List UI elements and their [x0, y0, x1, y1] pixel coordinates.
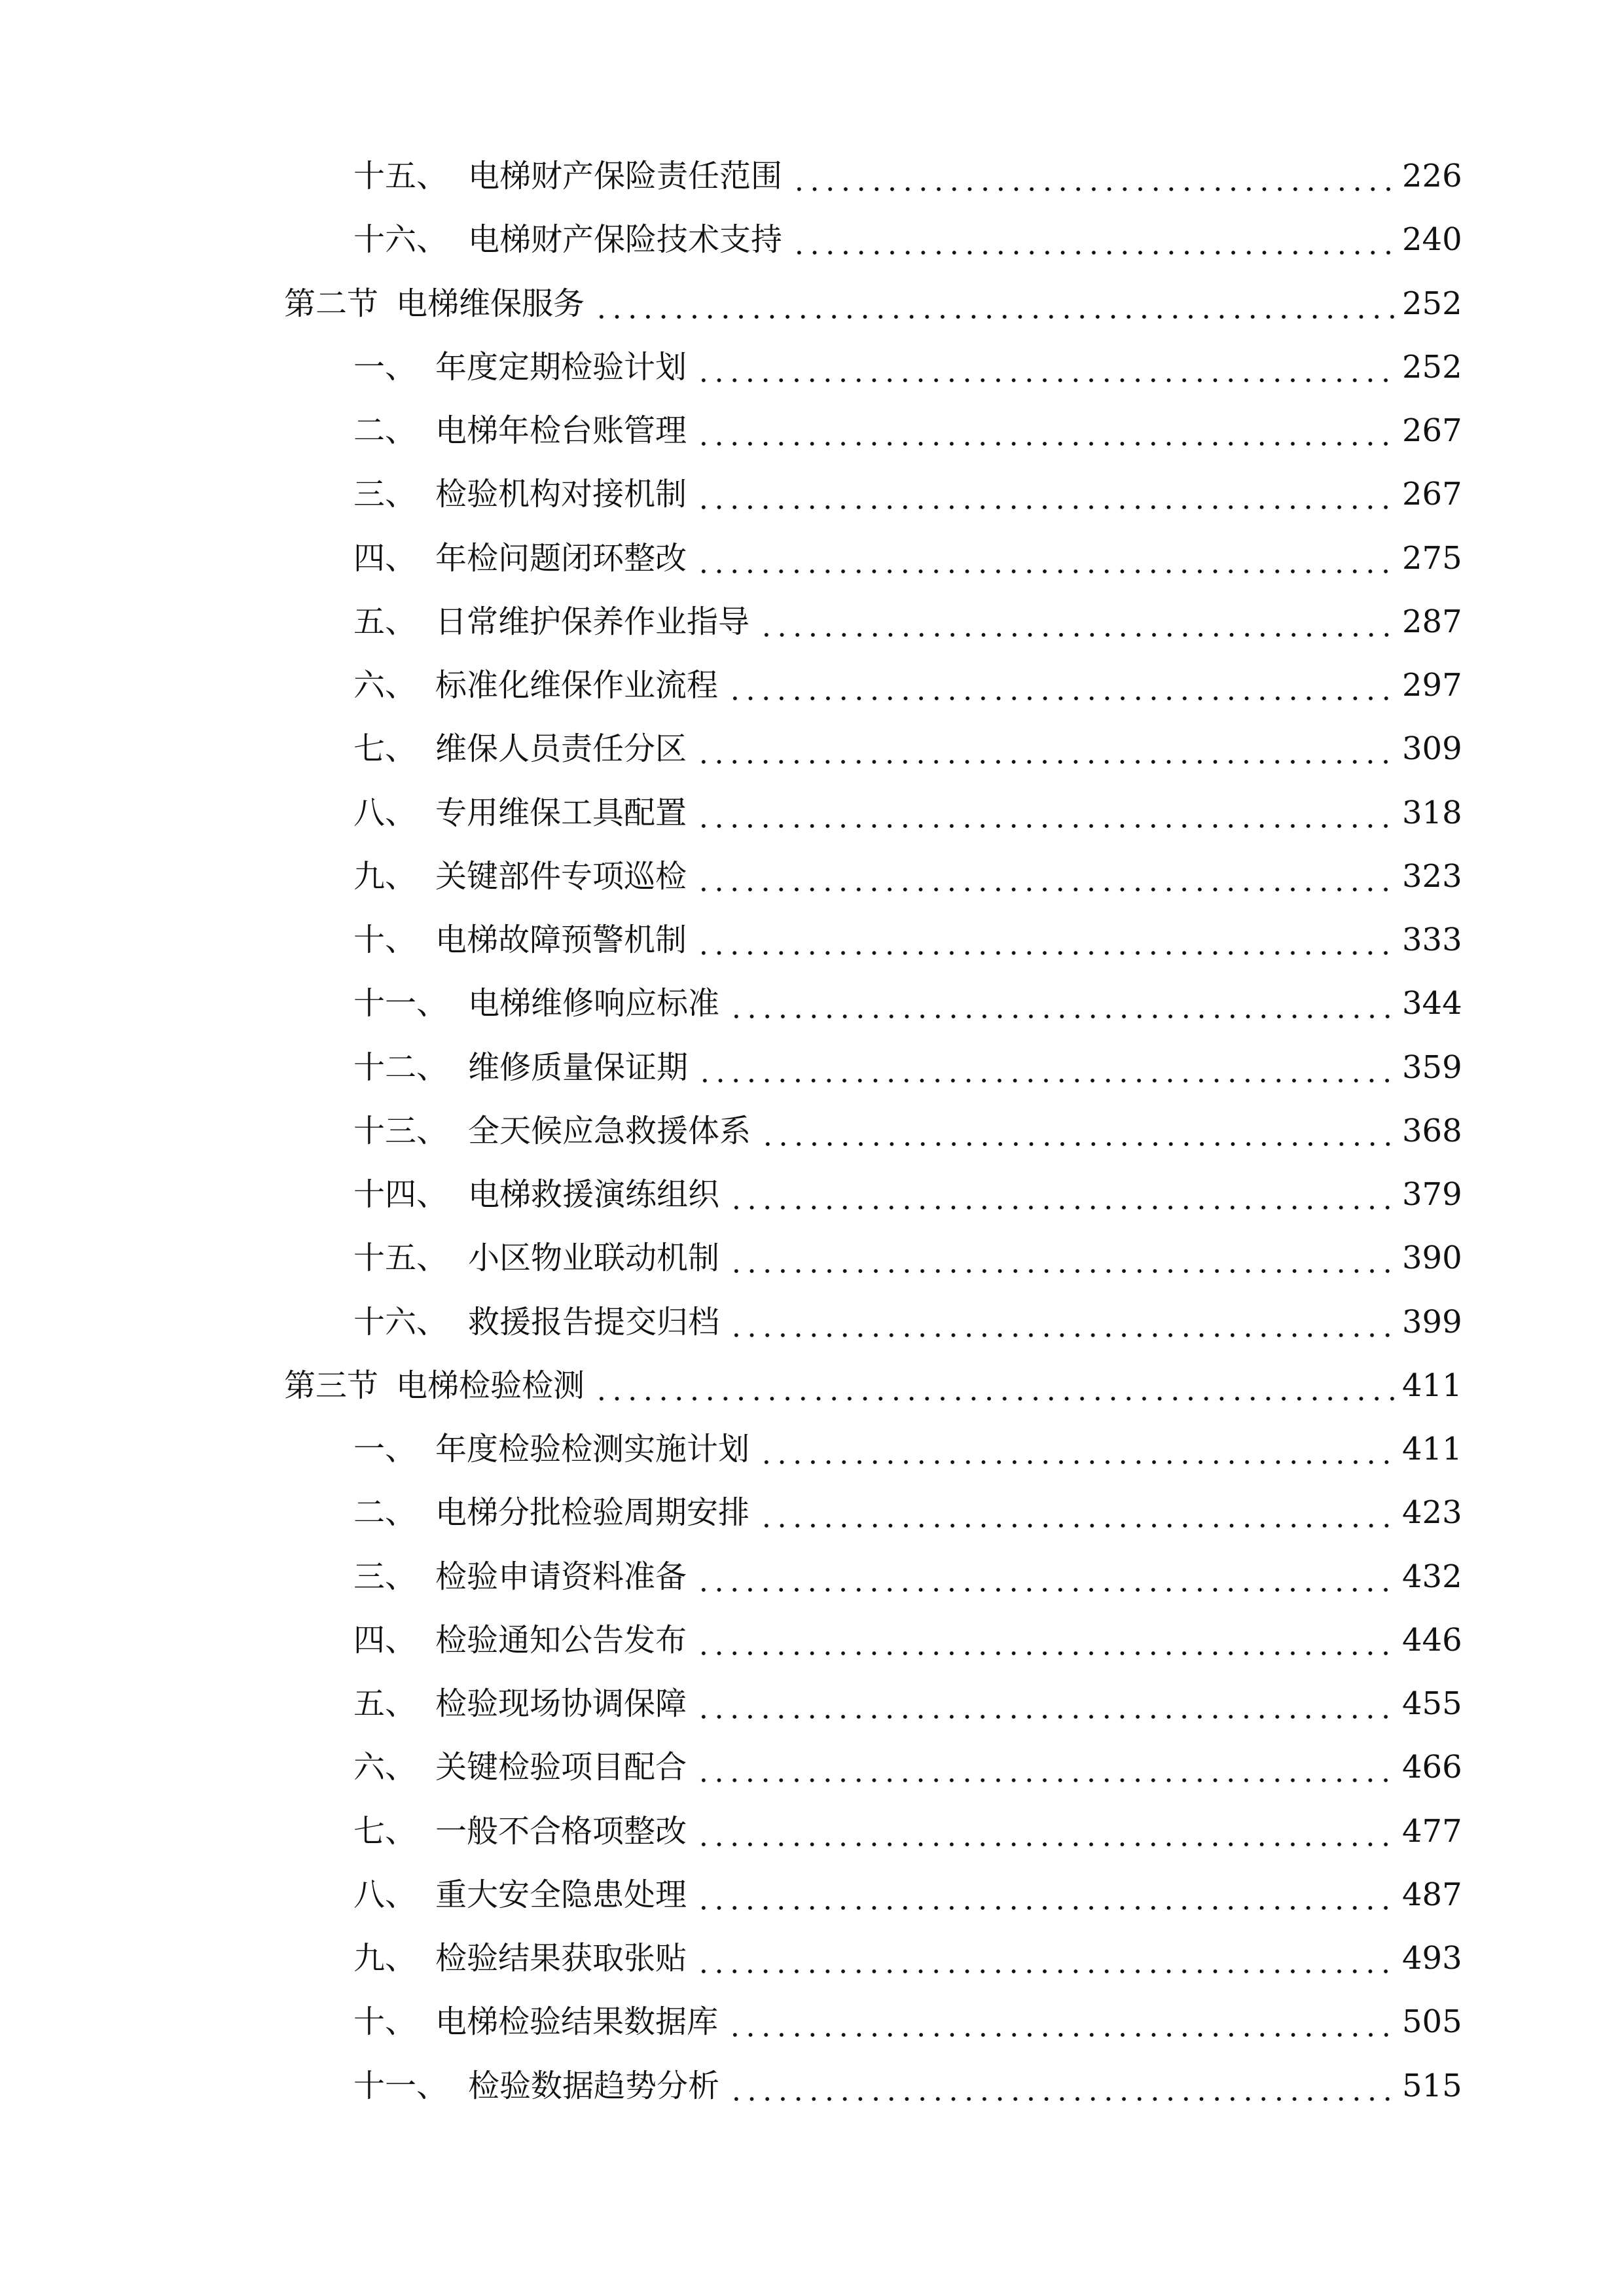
toc-entry-page: 455: [1402, 1685, 1462, 1722]
toc-entry-number: 七、: [353, 730, 417, 768]
toc-entry-number: 五、: [353, 1685, 417, 1722]
toc-entry-title: 电梯财产保险技术支持: [468, 221, 783, 259]
toc-entry-title: 检验数据趋势分析: [468, 2067, 720, 2104]
toc-entry-page: 297: [1402, 667, 1462, 704]
dot-leader: [729, 1206, 1398, 1210]
dot-leader: [791, 251, 1398, 255]
toc-entry[interactable]: [0, 590, 1624, 654]
toc-entry-title: 年度检验检测实施计划: [435, 1431, 750, 1467]
toc-entry-title: 检验申请资料准备: [435, 1558, 687, 1595]
toc-entry-number: 七、: [353, 1812, 417, 1850]
toc-entry[interactable]: [0, 272, 1624, 336]
toc-entry-page: 318: [1402, 794, 1462, 831]
toc-entry-title: 检验现场协调保障: [435, 1685, 687, 1722]
toc-entry[interactable]: [0, 1226, 1624, 1290]
dot-leader: [696, 1651, 1398, 1655]
toc-entry-title: 电梯财产保险责任范围: [468, 158, 783, 194]
toc-entry[interactable]: [0, 844, 1624, 908]
toc-entry-page: 252: [1402, 285, 1462, 322]
toc-entry[interactable]: [0, 717, 1624, 781]
toc-entry-page: 390: [1402, 1240, 1462, 1277]
toc-entry-number: 十一、: [353, 2067, 448, 2104]
toc-entry-page: 368: [1402, 1112, 1462, 1149]
toc-entry-page: 333: [1402, 922, 1462, 958]
toc-entry[interactable]: [0, 1035, 1624, 1100]
toc-entry-number: 十四、: [353, 1176, 448, 1213]
toc-entry-number: 六、: [353, 1749, 417, 1786]
toc-entry-title: 电梯分批检验周期安排: [435, 1494, 750, 1532]
toc-entry-title: 电梯救援演练组织: [468, 1176, 720, 1213]
toc-entry-number: 十三、: [353, 1112, 448, 1149]
toc-entry-page: 477: [1402, 1812, 1462, 1850]
toc-entry-title: 关键部件专项巡检: [435, 857, 687, 895]
dot-leader: [696, 1588, 1398, 1592]
toc-entry-page: 466: [1402, 1749, 1462, 1786]
dot-leader: [696, 442, 1398, 446]
toc-entry-title: 检验通知公告发布: [435, 1621, 687, 1659]
toc-entry-number: 八、: [353, 1876, 417, 1913]
toc-entry-number: 十五、: [353, 1240, 448, 1277]
toc-entry-number: 三、: [353, 476, 417, 513]
toc-entry[interactable]: [0, 2054, 1624, 2118]
toc-entry-title: 小区物业联动机制: [468, 1240, 720, 1277]
toc-entry-title: 电梯检验结果数据库: [435, 2003, 719, 2041]
toc-entry-title: 检验机构对接机制: [435, 476, 687, 513]
toc-entry-number: 八、: [353, 794, 417, 831]
toc-entry-page: 493: [1402, 1940, 1462, 1977]
toc-entry-number: 十六、: [353, 1303, 448, 1340]
toc-entry-title: 维修质量保证期: [468, 1049, 689, 1086]
toc-entry[interactable]: [0, 1799, 1624, 1863]
toc-entry[interactable]: [0, 781, 1624, 845]
dot-leader: [696, 951, 1398, 955]
toc-entry-page: 323: [1402, 857, 1462, 895]
toc-entry[interactable]: [0, 1099, 1624, 1163]
toc-entry[interactable]: [0, 144, 1624, 208]
toc-entry-page: 411: [1402, 1367, 1462, 1404]
toc-entry[interactable]: [0, 1735, 1624, 1799]
dot-leader: [727, 2033, 1398, 2037]
toc-entry-page: 515: [1402, 2067, 1462, 2104]
toc-entry-number: 十六、: [353, 221, 448, 259]
dot-leader: [759, 1524, 1398, 1528]
toc-entry-page: 411: [1402, 1431, 1462, 1467]
dot-leader: [759, 1460, 1398, 1464]
dot-leader: [696, 760, 1398, 764]
toc-entry-page: 399: [1402, 1303, 1462, 1340]
dot-leader: [696, 1715, 1398, 1719]
toc-entry[interactable]: [0, 1990, 1624, 2054]
toc-entry[interactable]: [0, 1926, 1624, 1990]
toc-entry-title: 年度定期检验计划: [435, 348, 687, 386]
toc-entry[interactable]: [0, 526, 1624, 590]
toc-entry-title: 重大安全隐患处理: [435, 1876, 687, 1913]
toc-entry-page: 309: [1402, 730, 1462, 768]
toc-entry[interactable]: [0, 1480, 1624, 1545]
toc-entry-title: 电梯维保服务: [396, 285, 585, 322]
dot-leader: [729, 2097, 1398, 2101]
toc-entry-page: 226: [1402, 158, 1462, 194]
toc-entry-title: 日常维护保养作业指导: [435, 603, 750, 640]
toc-entry-number: 十、: [353, 2003, 417, 2041]
toc-entry[interactable]: [0, 1672, 1624, 1736]
toc-entry-page: 505: [1402, 2003, 1462, 2041]
dot-leader: [696, 824, 1398, 828]
toc-entry[interactable]: [0, 1354, 1624, 1418]
toc-entry-title: 电梯年检台账管理: [435, 412, 687, 449]
toc-entry-number: 二、: [353, 412, 417, 449]
toc-entry-title: 关键检验项目配合: [435, 1749, 687, 1786]
toc-entry[interactable]: [0, 1608, 1624, 1672]
dot-leader: [759, 633, 1398, 637]
toc-entry-title: 电梯检验检测: [396, 1367, 585, 1404]
toc-entry[interactable]: [0, 399, 1624, 463]
toc-entry-number: 一、: [353, 1431, 417, 1467]
dot-leader: [594, 315, 1398, 319]
toc-entry-number: 三、: [353, 1558, 417, 1595]
dot-leader: [696, 1906, 1398, 1910]
dot-leader: [594, 1397, 1398, 1401]
toc-entry[interactable]: [0, 1162, 1624, 1227]
toc-entry-number: 四、: [353, 539, 417, 577]
dot-leader: [696, 505, 1398, 509]
toc-entry-page: 267: [1402, 412, 1462, 449]
toc-entry-page: 423: [1402, 1494, 1462, 1532]
dot-leader: [696, 1842, 1398, 1846]
toc-entry[interactable]: [0, 1545, 1624, 1609]
toc-entry[interactable]: [0, 335, 1624, 399]
toc-entry-page: 267: [1402, 476, 1462, 513]
dot-leader: [729, 1333, 1398, 1337]
toc-entry-title: 一般不合格项整改: [435, 1812, 687, 1850]
toc-entry[interactable]: [0, 207, 1624, 272]
toc-entry[interactable]: [0, 653, 1624, 717]
toc-entry[interactable]: [0, 971, 1624, 1035]
dot-leader: [760, 1142, 1398, 1146]
toc-entry-page: 252: [1402, 348, 1462, 386]
toc-entry[interactable]: [0, 1417, 1624, 1481]
toc-entry-number: 九、: [353, 1940, 417, 1977]
dot-leader: [727, 696, 1398, 700]
toc-entry-number: 十一、: [353, 985, 448, 1022]
toc-entry-number: 二、: [353, 1494, 417, 1532]
dot-leader: [697, 1079, 1398, 1083]
toc-entry-page: 359: [1402, 1049, 1462, 1086]
dot-leader: [791, 187, 1398, 191]
toc-entry-title: 电梯维修响应标准: [468, 985, 720, 1022]
toc-entry-number: 五、: [353, 603, 417, 640]
toc-entry-title: 全天候应急救援体系: [468, 1112, 751, 1149]
toc-entry-number: 十、: [353, 922, 417, 958]
toc-entry-number: 四、: [353, 1621, 417, 1659]
toc-entry[interactable]: [0, 1863, 1624, 1927]
toc-entry-title: 年检问题闭环整改: [435, 539, 687, 577]
toc-entry-title: 专用维保工具配置: [435, 794, 687, 831]
dot-leader: [696, 1778, 1398, 1782]
toc-entry-page: 287: [1402, 603, 1462, 640]
toc-entry-page: 446: [1402, 1621, 1462, 1659]
toc-entry-page: 344: [1402, 985, 1462, 1022]
toc-entry-number: 第二节: [284, 285, 379, 322]
toc-entry-page: 379: [1402, 1176, 1462, 1213]
toc-entry-title: 检验结果获取张贴: [435, 1940, 687, 1977]
dot-leader: [696, 378, 1398, 382]
toc-entry-page: 240: [1402, 221, 1462, 259]
toc-entry-number: 六、: [353, 667, 417, 704]
toc-entry-number: 九、: [353, 857, 417, 895]
dot-leader: [696, 1969, 1398, 1973]
toc-entry-number: 十五、: [353, 158, 448, 194]
toc-entry-title: 救援报告提交归档: [468, 1303, 720, 1340]
dot-leader: [696, 888, 1398, 891]
toc-entry-number: 十二、: [353, 1049, 448, 1086]
toc-entry-title: 标准化维保作业流程: [435, 667, 719, 704]
toc-entry[interactable]: [0, 462, 1624, 526]
dot-leader: [729, 1269, 1398, 1273]
toc-entry-number: 一、: [353, 348, 417, 386]
toc-entry-page: 432: [1402, 1558, 1462, 1595]
toc-entry[interactable]: [0, 1290, 1624, 1354]
toc-entry[interactable]: [0, 908, 1624, 972]
toc-entry-title: 维保人员责任分区: [435, 730, 687, 768]
toc-entry-title: 电梯故障预警机制: [435, 922, 687, 958]
toc-entry-page: 275: [1402, 539, 1462, 577]
toc-entry-number: 第三节: [284, 1367, 379, 1404]
dot-leader: [729, 1014, 1398, 1018]
toc-entry-page: 487: [1402, 1876, 1462, 1913]
dot-leader: [696, 569, 1398, 573]
